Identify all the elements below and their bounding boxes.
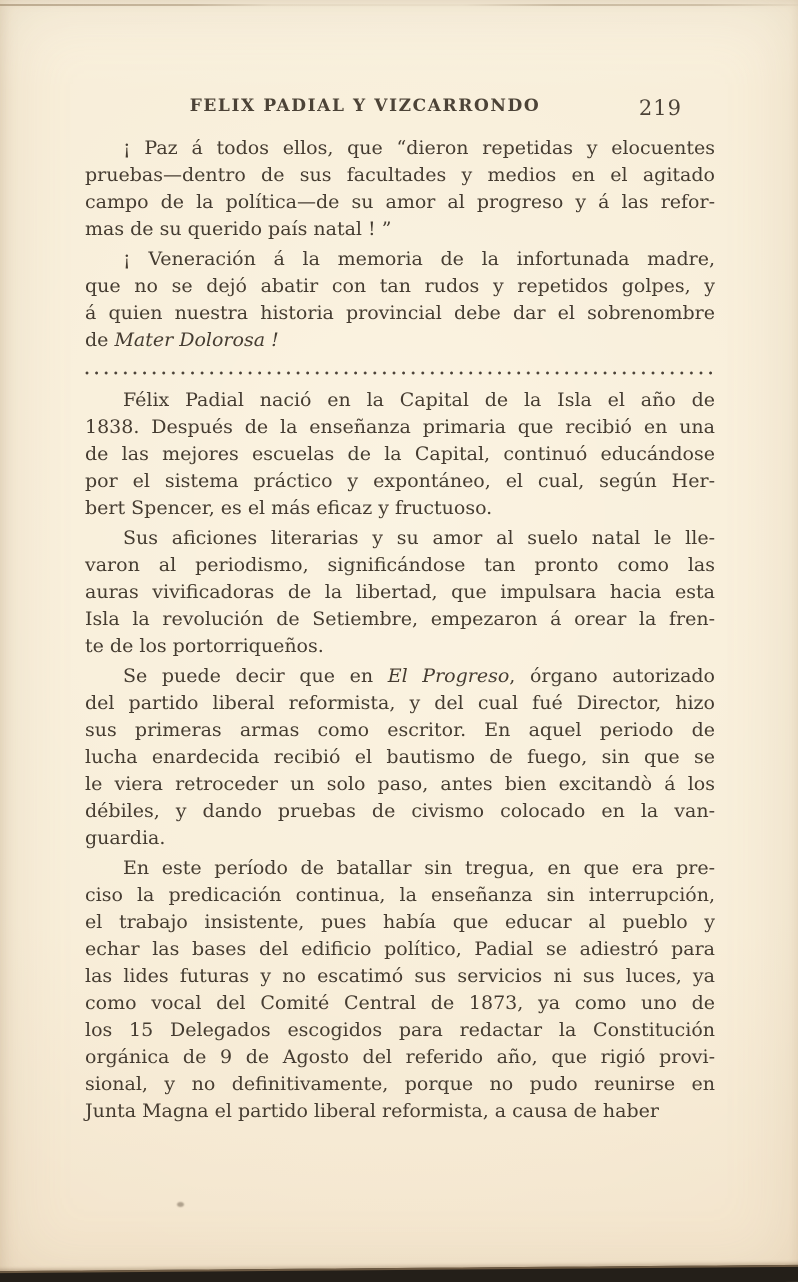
text-line: ciso la predicación continua, la enseñanza sin interrupción,: [85, 884, 715, 906]
text-line: Isla la revolución de Setiembre, empezaron á orear la fren-: [85, 608, 715, 630]
page-number: 219: [638, 96, 682, 120]
text-line: sional, y no definitivamente, porque no pudo reunirse en: [85, 1073, 715, 1095]
text-line: Se puede decir que en El Progreso, órgano autorizado: [123, 665, 715, 687]
paragraph: [85, 387, 715, 522]
text-line: de Mater Dolorosa !: [85, 329, 279, 351]
text-line: á quien nuestra historia provincial debe dar el sobrenombre: [85, 302, 715, 324]
text-line: sus primeras armas como escritor. En aquel periodo de: [85, 719, 715, 741]
paragraph: [85, 663, 715, 852]
paragraph: [85, 855, 715, 1125]
text-line: ¡ Paz á todos ellos, que “dieron repetidas y elocuentes: [123, 137, 715, 159]
text-block: [85, 135, 715, 1128]
text-line: como vocal del Comité Central de 1873, ya como uno de: [85, 992, 715, 1014]
separator-dots: [85, 371, 713, 375]
scan-bottom-bar: [0, 1265, 798, 1282]
text-line: le viera retroceder un solo paso, antes bien excitandò á los: [85, 773, 715, 795]
text-line: por el sistema práctico y expontáneo, el cual, según Her-: [85, 470, 715, 492]
text-line: ¡ Veneración á la memoria de la infortunada madre,: [123, 248, 715, 270]
scan-edge-line: [0, 4, 798, 6]
text-line: las lides futuras y no escatimó sus servicios ni sus luces, ya: [85, 965, 715, 987]
text-line: orgánica de 9 de Agosto del referido año, que rigió provi-: [85, 1046, 715, 1068]
text-line: auras vivificadoras de la libertad, que impulsara hacia esta: [85, 581, 715, 603]
text-line: Sus aficiones literarias y su amor al suelo natal le lle-: [123, 527, 715, 549]
text-line: varon al periodismo, significándose tan pronto como las: [85, 554, 715, 576]
text-line: te de los portorriqueños.: [85, 635, 324, 657]
text-line: 1838. Después de la enseñanza primaria que recibió en una: [85, 416, 715, 438]
text-line: guardia.: [85, 827, 166, 849]
text-line: Junta Magna el partido liberal reformista, a causa de haber: [85, 1100, 659, 1122]
text-line: los 15 Delegados escogidos para redactar la Constitución: [85, 1019, 715, 1041]
text-line: En este período de batallar sin tregua, en que era pre-: [123, 857, 715, 879]
text-line: del partido liberal reformista, y del cual fué Director, hizo: [85, 692, 715, 714]
paragraph: [85, 135, 715, 243]
text-line: lucha enardecida recibió el bautismo de fuego, sin que se: [85, 746, 715, 768]
dotted-separator: [85, 357, 715, 384]
page-title: FELIX PADIAL Y VIZCARRONDO: [189, 96, 541, 116]
text-line: que no se dejó abatir con tan rudos y repetidos golpes, y: [85, 275, 715, 297]
text-line: pruebas—dentro de sus facultades y medios en el agitado: [85, 164, 715, 186]
text-line: de las mejores escuelas de la Capital, continuó educándose: [85, 443, 715, 465]
paragraph: [85, 525, 715, 660]
text-line: mas de su querido país natal ! ”: [85, 218, 392, 240]
text-line: Félix Padial nació en la Capital de la Isla el año de: [123, 389, 715, 411]
text-line: bert Spencer, es el más eficaz y fructuoso.: [85, 497, 493, 519]
text-line: campo de la política—de su amor al progreso y á las refor-: [85, 191, 715, 213]
scan-speck: [177, 1202, 184, 1207]
text-line: el trabajo insistente, pues había que educar al pueblo y: [85, 911, 715, 933]
running-head: [0, 96, 798, 122]
text-line: débiles, y dando pruebas de civismo colocado en la van-: [85, 800, 715, 822]
text-line: echar las bases del edificio político, Padial se adiestró para: [85, 938, 715, 960]
paragraph: [85, 246, 715, 354]
